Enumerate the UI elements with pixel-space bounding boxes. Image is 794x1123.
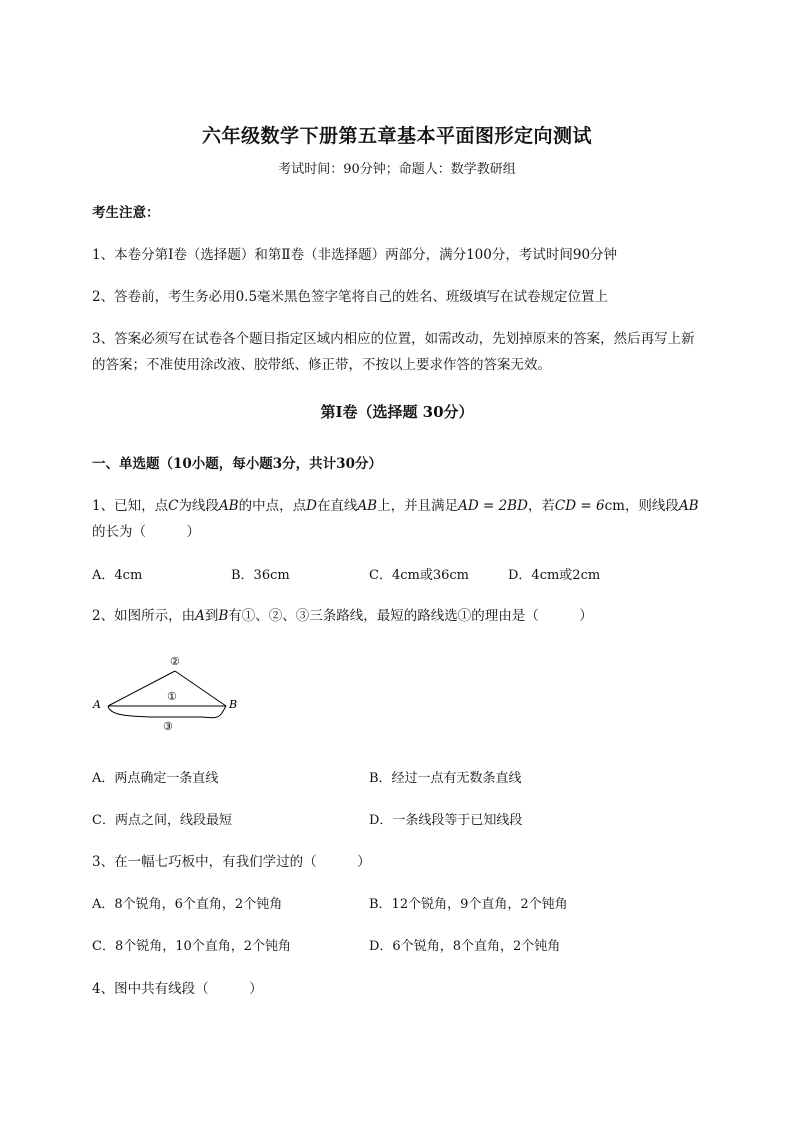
point-b: B: [218, 608, 229, 624]
exam-info: 考试时间：90分钟；命题人：数学教研组: [278, 162, 516, 177]
notice-item-2: 2、答卷前，考生务必用0.5毫米黑色签字笔将自己的姓名、班级填写在试卷规定位置上: [92, 289, 609, 305]
q1-text: 的中点，点: [238, 498, 307, 514]
q1-option-c[interactable]: C．4cm或36cm: [369, 568, 469, 583]
q3-option-b[interactable]: B．12个锐角，9个直角，2个钝角: [369, 897, 568, 912]
q2-option-b[interactable]: B．经过一点有无数条直线: [369, 771, 522, 786]
label-a: A: [93, 698, 101, 711]
section-title: 第I卷（选择题 30分）: [320, 403, 474, 421]
q2-option-a[interactable]: A．两点确定一条直线: [92, 771, 219, 786]
q1-text: 上，并且满足: [377, 498, 459, 514]
q3-option-a[interactable]: A．8个锐角，6个直角，2个钝角: [92, 897, 283, 912]
notice-heading: 考生注意：: [92, 205, 160, 221]
part-heading: 一、单选题（10小题，每小题3分，共计30分）: [92, 456, 382, 472]
equation-ad-bd: AD = 2BD: [458, 498, 528, 514]
question-4: 4、图中共有线段（ ）: [92, 981, 263, 997]
q2-text: 有①、②、③三条路线，最短的路线选①的理由是（ ）: [228, 608, 593, 624]
route-3-label: ③: [163, 720, 173, 733]
segment-ab: AB: [218, 498, 239, 514]
q3-option-c[interactable]: C．8个锐角，10个直角，2个钝角: [92, 939, 292, 954]
segment-ab: AB: [678, 498, 699, 514]
q2-option-c[interactable]: C．两点之间，线段最短: [92, 813, 232, 828]
route-figure: [90, 650, 250, 735]
q3-option-d[interactable]: D．6个锐角，8个直角，2个钝角: [369, 939, 561, 954]
question-3: 3、在一幅七巧板中，有我们学过的（ ）: [92, 854, 371, 870]
route-1-label: ①: [167, 690, 177, 703]
q1-text: 在直线: [316, 498, 358, 514]
notice-item-1: 1、本卷分第I卷（选择题）和第Ⅱ卷（非选择题）两部分，满分100分，考试时间90分钟: [92, 247, 618, 263]
label-b: B: [229, 698, 238, 711]
route-3-curve: [108, 706, 226, 718]
q1-option-d[interactable]: D．4cm或2cm: [508, 568, 601, 583]
point-d: D: [306, 498, 317, 514]
route-2-right: [175, 671, 226, 706]
question-1-line-2: 的长为（ ）: [92, 524, 200, 540]
question-2: [92, 604, 593, 624]
q1-option-b[interactable]: B．36cm: [231, 568, 290, 583]
q1-text: 1、已知，点: [92, 498, 169, 514]
line-ab: AB: [357, 498, 378, 514]
q1-text: ，则线段: [624, 498, 679, 514]
question-1-line-1: [92, 494, 699, 514]
q2-text: 到: [204, 608, 219, 624]
route-2-label: ②: [170, 655, 180, 668]
q2-option-d[interactable]: D．一条线段等于已知线段: [369, 813, 523, 828]
q2-text: 2、如图所示，由: [92, 608, 196, 624]
page-title: 六年级数学下册第五章基本平面图形定向测试: [201, 125, 592, 147]
notice-item-3-cont: 的答案；不准使用涂改液、胶带纸、修正带，不按以上要求作答的答案无效。: [92, 357, 551, 373]
unit-cm: cm: [604, 498, 625, 514]
notice-item-3: 3、答案必须写在试卷各个题目指定区域内相应的位置，如需改动，先划掉原来的答案，然后再写上新: [92, 331, 695, 347]
q1-text: 为线段: [178, 498, 219, 514]
point-c: C: [168, 498, 179, 514]
q1-text: ，若: [527, 498, 555, 514]
route-2-left: [108, 671, 175, 706]
point-a: A: [195, 608, 205, 624]
equation-cd: CD = 6: [554, 498, 605, 514]
q1-option-a[interactable]: A．4cm: [92, 568, 143, 583]
